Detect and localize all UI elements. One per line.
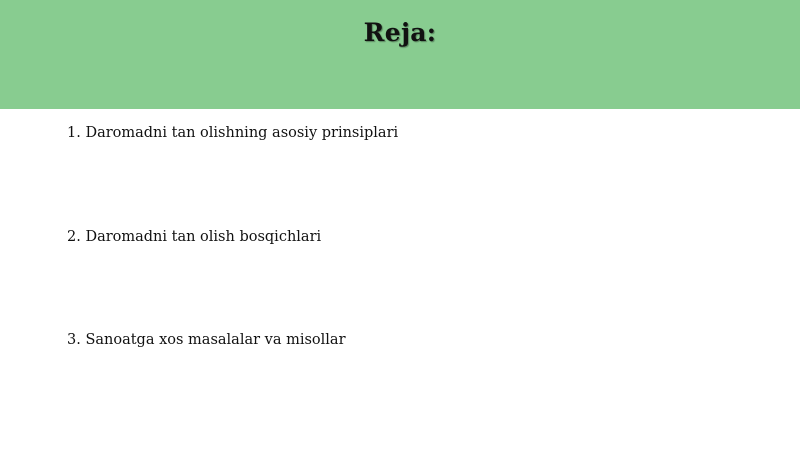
slide-title: Reja: — [363, 18, 437, 47]
header-band — [0, 0, 800, 109]
plan-item-2: 2. Daromadni tan olish bosqichlari — [67, 229, 322, 245]
plan-item-1: 1. Daromadni tan olishning asosiy prinsiplari — [67, 125, 399, 141]
content-area — [0, 109, 800, 449]
plan-item-3: 3. Sanoatga xos masalalar va misollar — [67, 332, 346, 348]
